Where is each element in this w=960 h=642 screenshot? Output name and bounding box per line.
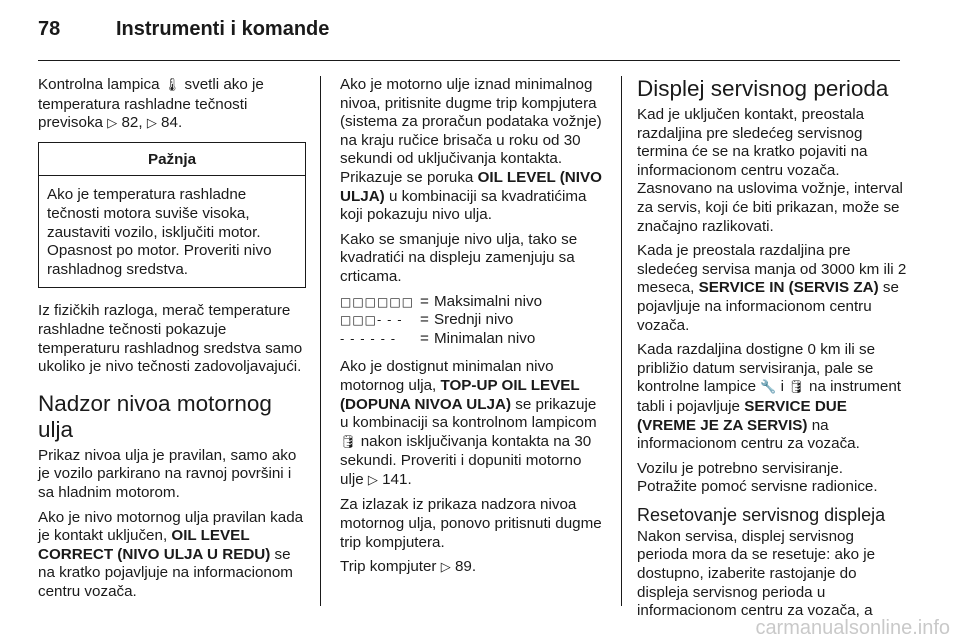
display-message: OIL LEVEL (NIVO ULJA) bbox=[340, 168, 602, 205]
level-symbol: □□□□□□ bbox=[340, 294, 415, 309]
service-in-paragraph: Kada je preostala razdaljina pre sledećeg servisa manja od 3000 km ili 2 meseca, SERVICE IN (SERVIS ZA) se pojavljuje na informacionom centru vozača. bbox=[637, 242, 907, 334]
oil-decrease-paragraph: Kako se smanjuje nivo ulja, tako se kvadratići na displeju zamenjuju sa crticama. bbox=[340, 230, 578, 285]
column-2 bbox=[340, 76, 608, 584]
service-needed-paragraph: Vozilu je potrebno servisiranje. Potražite pomoć servisne radionice. bbox=[637, 459, 878, 496]
reset-paragraph: Nakon servisa, displej servisnog perioda mora da se resetuje: ako je dostupno, izaberite rastojanje do displeja servisnog perioda u informacionom centru za vozača, a bbox=[637, 527, 876, 620]
display-message: SERVICE DUE (VREME JE ZA SERVIS) bbox=[637, 397, 847, 434]
page-ref-arrow-icon: ▷ bbox=[367, 472, 378, 488]
oil-can-icon: 🛢 bbox=[788, 380, 805, 396]
level-symbol: - - - - - - bbox=[340, 331, 397, 346]
service-intro-paragraph: Kad je uključen kontakt, preostala razdaljina pre sledećeg servisnog termina će se na kratko pojaviti na informacionom centru vozača. Zasnovano na uslovima vožnje, interval za servis, koji će biti prikazan, može se značajno razlikovati. bbox=[637, 106, 903, 235]
level-label: Maksimalni nivo bbox=[434, 292, 543, 310]
header-divider bbox=[38, 60, 900, 61]
oil-level-legend bbox=[340, 293, 608, 349]
page-ref-arrow-icon: ▷ bbox=[107, 116, 118, 132]
exit-paragraph: Za izlazak iz prikaza nadzora nivoa motornog ulja, ponovo pritisnuti dugme trip kompjutera. bbox=[340, 496, 602, 551]
caution-box bbox=[38, 142, 306, 289]
column-1 bbox=[38, 76, 306, 607]
caution-body: Ako je temperatura rashladne tečnosti motora suviše visoka, zaustaviti vozilo, isključiti motor. Opasnost po motor. Proveriti nivo rashladnog sredstva. bbox=[47, 186, 272, 278]
oil-level-row: □□□□□□ = Maksimalni nivo bbox=[340, 292, 543, 310]
subheading-reset: Resetovanje servisnog displeja bbox=[637, 504, 886, 525]
display-message: OIL LEVEL CORRECT (NIVO ULJA U REDU) bbox=[38, 527, 271, 563]
coolant-warning-paragraph: Kontrolna lampica 🌡 svetli ako je temperatura rashladne tečnosti previsoka ▷ 82, ▷ 84. bbox=[38, 76, 264, 132]
chapter-title: Instrumenti i komande bbox=[116, 18, 330, 40]
section-heading-service-display: Displej servisnog perioda bbox=[637, 76, 889, 101]
service-wrench-icon: 🔧 bbox=[760, 380, 777, 396]
page-reference[interactable]: 89. bbox=[454, 558, 477, 576]
page-reference[interactable]: 141. bbox=[382, 470, 412, 488]
oil-level-row: - - - - - - = Minimalan nivo bbox=[340, 329, 536, 347]
gauge-paragraph: Iz fizičkih razloga, merač temperature rashladne tečnosti pokazuje temperaturu rashladnog sredstva samo ukoliko je nivo tečnosti zadovoljavajući. bbox=[38, 302, 303, 376]
page-number: 78 bbox=[38, 18, 61, 40]
caution-title: Pažnja bbox=[39, 143, 305, 177]
column-3 bbox=[637, 76, 907, 627]
page-ref-arrow-icon: ▷ bbox=[146, 116, 157, 132]
column-divider-1 bbox=[320, 76, 321, 606]
service-due-paragraph: Kada razdaljina dostigne 0 km ili se približio datum servisiranja, pale se kontrolne lampice 🔧 i 🛢 na instrument tabli i pojavljuje SERVICE DUE (VREME JE ZA SERVIS) na informacionom centru za vozača. bbox=[637, 341, 902, 453]
coolant-temp-icon: 🌡 bbox=[163, 78, 181, 93]
oil-display-paragraph: Prikaz nivoa ulja je pravilan, samo ako je vozilo parkirano na ravnoj površini i sa hladnim motorom. bbox=[38, 446, 297, 501]
display-message: TOP-UP OIL LEVEL (DOPUNA NIVOA ULJA) bbox=[340, 376, 580, 413]
oil-min-paragraph: Ako je dostignut minimalan nivo motornog ulja, TOP-UP OIL LEVEL (DOPUNA NIVOA ULJA) se prikazuje u kombinaciji sa kontrolnom lampicom 🛢 nakon isključivanja kontakta na 30 sekundi. Proveriti i dopuniti motorno ulje ▷ 141. bbox=[340, 358, 597, 488]
page-header bbox=[38, 18, 329, 41]
oil-correct-paragraph: Ako je nivo motornog ulja pravilan kada je kontakt uključen, OIL LEVEL CORRECT (NIVO ULJA U REDU) se na kratko pojavljuje na informacionom centru vozača. bbox=[38, 508, 304, 600]
page-ref-arrow-icon: ▷ bbox=[440, 560, 451, 576]
page-reference[interactable]: 82, bbox=[121, 114, 147, 132]
display-message: SERVICE IN (SERVIS ZA) bbox=[698, 279, 879, 297]
page-reference[interactable]: 84. bbox=[161, 114, 183, 132]
level-symbol: □□□- - - bbox=[340, 313, 403, 328]
watermark: carmanualsonline.info bbox=[755, 617, 950, 639]
section-heading-oil-level: Nadzor nivoa motornog ulja bbox=[38, 390, 272, 442]
trip-computer-ref-paragraph: Trip kompjuter ▷ 89. bbox=[340, 558, 477, 576]
column-divider-2 bbox=[621, 76, 622, 606]
oil-can-icon: 🛢 bbox=[340, 434, 357, 450]
oil-above-min-paragraph: Ako je motorno ulje iznad minimalnog nivoa, pritisnite dugme trip kompjutera (sistema za proračun podataka vožnje) na kraju ručice brisača u roku od 30 sekundi od uključivanja kontakta. Prikazuje se poruka OIL LEVEL (NIVO ULJA) u kombinaciji sa kvadratićima koji pokazuju nivo ulja. bbox=[340, 76, 602, 224]
oil-level-row: □□□- - - = Srednji nivo bbox=[340, 311, 514, 329]
level-label: Minimalan nivo bbox=[434, 329, 536, 347]
level-label: Srednji nivo bbox=[434, 311, 514, 329]
